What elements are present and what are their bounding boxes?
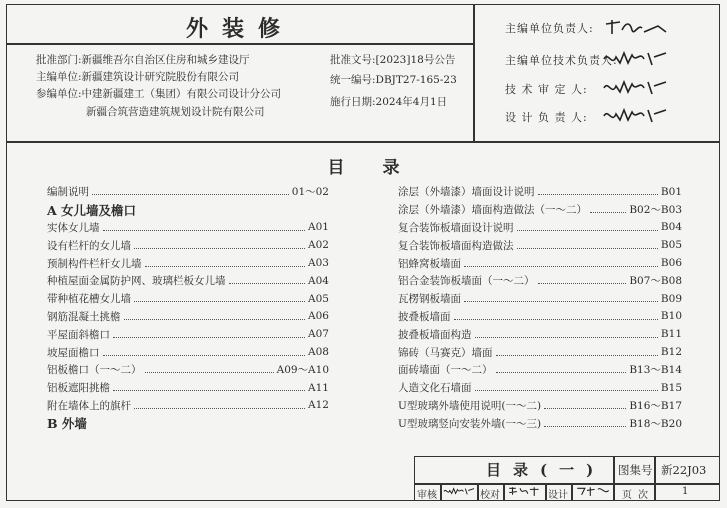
toc-entry-title: 复合装饰板墙面设计说明 [398, 221, 514, 234]
toc-entry [47, 219, 329, 237]
toc-entry-title: 铝合金装饰板墙面（一～二） [398, 275, 535, 288]
toc-entry [47, 183, 329, 201]
toc-entry-page: A12 [308, 399, 329, 412]
toc-entry-title: 铝板檐口（一～二） [47, 364, 142, 377]
toc-entry-title: U型玻璃竖向安装外墙(一～三) [398, 417, 542, 430]
info-unified-no: 统一编号:DBJT27-165-23 [330, 74, 457, 86]
toc-dot-leader [544, 408, 626, 409]
toc-right-column [398, 183, 682, 432]
toc-entry-title: 披叠板墙面构造 [398, 328, 472, 341]
toc-entry-title: 涂层（外墙漆）墙面构造做法（一～二） [398, 204, 587, 217]
toc-entry-page: A04 [308, 274, 329, 287]
page-label: 页次 [622, 490, 654, 501]
toc-entry [398, 219, 682, 237]
header-divider-horizontal [6, 141, 720, 143]
toc-entry [398, 308, 682, 326]
toc-dot-leader [134, 408, 305, 409]
toc-dot-leader [145, 266, 306, 267]
info-approval-dept: 批准部门:新疆维吾尔自治区住房和城乡建设厅 [36, 54, 250, 66]
role-tech-reviewer: 技 术 审 定 人: [505, 83, 588, 96]
toc-entry [398, 183, 682, 201]
toc-entry-page: B13～B14 [629, 364, 682, 377]
toc-entry-title: 瓦楞钢板墙面 [398, 293, 461, 306]
toc-entry-page: B07～B08 [629, 275, 682, 288]
toc-dot-leader [454, 319, 658, 320]
toc-entry-page: B18～B20 [629, 417, 682, 430]
toc-entry-page: B04 [660, 221, 682, 234]
toc-dot-leader [544, 426, 626, 427]
page-number: 1 [682, 486, 689, 497]
toc-entry-title: 编制说明 [47, 186, 89, 199]
toc-entry-page: A05 [308, 292, 329, 305]
toc-entry [398, 414, 682, 432]
toc-entry [47, 397, 329, 415]
toc-entry [47, 236, 329, 254]
title-block-vline-6 [545, 483, 547, 501]
toc-entry-title: 设有栏杆的女儿墙 [47, 239, 131, 252]
toc-dot-leader [517, 248, 658, 249]
toc-entry [398, 343, 682, 361]
atlas-number: 新22J03 [661, 463, 707, 477]
toc-dot-leader [590, 212, 626, 213]
title-block-vline-2 [654, 456, 656, 501]
signature-2 [600, 47, 670, 69]
toc-dot-leader [496, 372, 627, 373]
toc-entry-title: 实体女儿墙 [47, 221, 100, 234]
toc-entry [398, 236, 682, 254]
signature-1 [600, 16, 670, 38]
toc-entry [398, 361, 682, 379]
toc-dot-leader [517, 230, 658, 231]
toc-entry-page: A11 [308, 381, 329, 394]
toc-entry [398, 254, 682, 272]
role-chief-unit-head: 主编单位负责人: [505, 22, 594, 35]
toc-entry [47, 325, 329, 343]
info-chief-editor: 主编单位:新疆建筑设计研究院股份有限公司 [36, 71, 240, 83]
toc-dot-leader [103, 355, 306, 356]
toc-entry-title: 人造文化石墙面 [398, 382, 472, 395]
info-co-editor: 参编单位:中建新疆建工（集团）有限公司设计分公司 [36, 88, 282, 100]
toc-dot-leader [538, 194, 658, 195]
atlas-label: 图集号 [618, 463, 653, 477]
toc-entry-title: 钢筋混凝土挑檐 [47, 310, 121, 323]
info-effective-date: 施行日期:2024年4月1日 [330, 96, 448, 108]
toc-entry [398, 325, 682, 343]
toc-dot-leader [113, 390, 305, 391]
toc-entry-page: B12 [660, 346, 682, 359]
role-chief-tech-head: 主编单位技术负责人: [505, 54, 618, 67]
toc-entry-page: A07 [308, 328, 329, 341]
toc-dot-leader [124, 319, 306, 320]
toc-entry-page: A06 [308, 310, 329, 323]
toc-entry-title: 坡屋面檐口 [47, 346, 100, 359]
toc-dot-leader [475, 337, 658, 338]
info-approval-no: 批准文号:[2023]18号公告 [330, 54, 456, 66]
toc-entry-page: B05 [660, 239, 682, 252]
toc-entry-title: 面砖墙面（一～二） [398, 364, 493, 377]
toc-entry-title: 披叠板墙面 [398, 310, 451, 323]
toc-dot-leader [92, 194, 289, 195]
toc-entry [47, 361, 329, 379]
title-underline [6, 43, 473, 45]
toc-entry-page: 01～02 [291, 186, 329, 199]
toc-entry-page: B16～B17 [629, 399, 682, 412]
toc-entry [47, 254, 329, 272]
toc-dot-leader [464, 266, 658, 267]
toc-entry-title: 复合装饰板墙面构造做法 [398, 239, 514, 252]
toc-entry-page: A01 [308, 221, 329, 234]
toc-left-column [47, 183, 329, 432]
toc-entry [398, 272, 682, 290]
toc-section-heading: B 外墙 [47, 416, 87, 432]
toc-entry [47, 308, 329, 326]
toc-entry-page: B10 [660, 310, 682, 323]
toc-entry-page: B09 [660, 292, 682, 305]
toc-section-heading: A 女儿墙及檐口 [47, 202, 137, 218]
toc-entry-page: B02～B03 [629, 204, 682, 217]
header-divider-vertical [473, 4, 475, 141]
role-design-head: 设 计 负 责 人: [505, 111, 588, 124]
toc-entry-page: A03 [308, 257, 329, 270]
check-signature [506, 483, 544, 499]
toc-entry [398, 379, 682, 397]
review-signature [442, 483, 476, 499]
review-label: 审核 [417, 490, 437, 501]
sheet-title: 目录(一) [486, 461, 606, 479]
toc-entry-title: 附在墙体上的旗杆 [47, 399, 131, 412]
info-co-editor-2: 新疆合筑营造建筑规划设计院有限公司 [86, 106, 265, 118]
signature-4 [600, 104, 670, 126]
toc-entry-page: B15 [660, 381, 682, 394]
toc-entry-title: 带种植花槽女儿墙 [47, 293, 131, 306]
toc-entry [47, 290, 329, 308]
toc-entry-title: 锦砖（马赛克）墙面 [398, 346, 493, 359]
toc-dot-leader [464, 301, 658, 302]
toc-entry-title: 种植屋面金属防护网、玻璃栏板女儿墙 [47, 275, 226, 288]
design-label: 设计 [548, 490, 568, 501]
toc-dot-leader [229, 283, 306, 284]
signature-3 [600, 76, 670, 98]
toc-entry [398, 290, 682, 308]
toc-entry-title: 预制构件栏杆女儿墙 [47, 257, 142, 270]
title-block-vline-1 [613, 456, 615, 501]
toc-entry [398, 397, 682, 415]
title-block-vline-4 [477, 483, 479, 501]
toc-entry-page: A02 [308, 239, 329, 252]
toc-dot-leader [538, 283, 627, 284]
toc-entry [47, 343, 329, 361]
toc-entry-title: 平屋面斜檐口 [47, 328, 110, 341]
toc-entry-title: 铝板遮阳挑檐 [47, 382, 110, 395]
toc-heading: 目录 [327, 158, 438, 178]
design-signature [574, 483, 612, 499]
toc-dot-leader [134, 248, 305, 249]
toc-entry-page: A09～A10 [276, 364, 329, 377]
check-label: 校对 [480, 490, 500, 501]
toc-entry [398, 201, 682, 219]
toc-entry-title: U型玻璃外墙使用说明(一～二) [398, 399, 542, 412]
toc-entry [47, 379, 329, 397]
document-title: 外装修 [185, 16, 294, 42]
toc-entry-page: B11 [660, 328, 682, 341]
toc-dot-leader [113, 337, 305, 338]
toc-dot-leader [475, 390, 658, 391]
toc-entry-page: B06 [660, 257, 682, 270]
toc-entry-page: B01 [660, 185, 682, 198]
toc-entry-title: 涂层（外墙漆）墙面设计说明 [398, 186, 535, 199]
title-block-vline-5 [503, 483, 505, 501]
toc-entry-title: 铝蜂窝板墙面 [398, 257, 461, 270]
toc-entry-page: A08 [308, 346, 329, 359]
toc-dot-leader [496, 355, 658, 356]
toc-dot-leader [145, 372, 274, 373]
toc-dot-leader [103, 230, 306, 231]
title-block-vline-7 [571, 483, 573, 501]
toc-dot-leader [134, 301, 305, 302]
toc-entry [47, 272, 329, 290]
